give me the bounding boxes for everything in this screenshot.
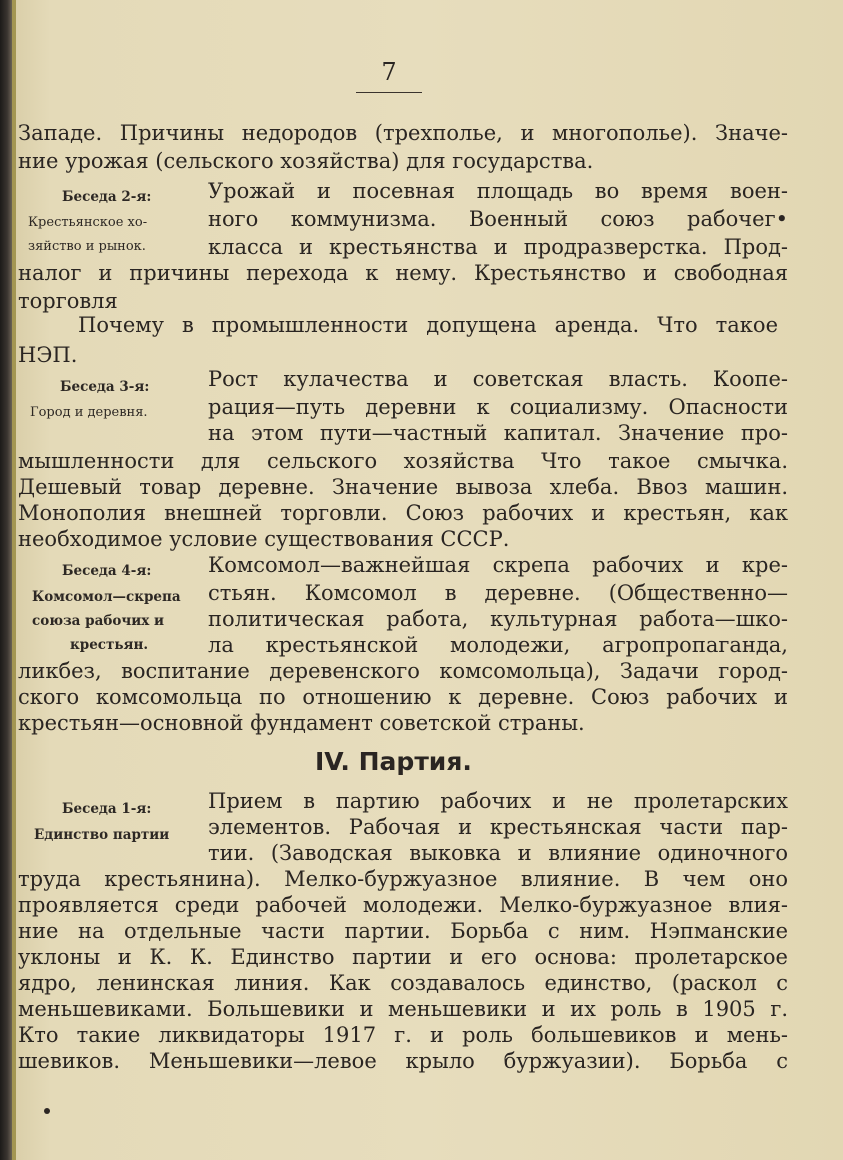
beseda-4-subtitle: Комсомол—скрепа (32, 589, 181, 605)
text-line: Прием в партию рабочих и не пролетарских (208, 789, 788, 813)
text-line: ние на отдельные части партии. Борьба с ним. Нэпманские (18, 919, 788, 943)
beseda-3-subtitle: Город и деревня. (30, 405, 148, 420)
page-number: 7 (381, 58, 397, 86)
text-line: Монополия внешней торговли. Союз рабочих и крестьян, как (18, 501, 788, 525)
text-line: ского комсомольца по отношению к деревне. Союз рабочих и (18, 685, 788, 709)
text-line: ядро, ленинская линия. Как создавалось единство, (раскол с (18, 971, 788, 995)
text-line: крестьян—основной фундамент советской страны. (18, 711, 585, 735)
text-line: труда крестьянина). Мелко-буржуазное влияние. В чем оно (18, 867, 788, 891)
text-line: ла крестьянской молодежи, агропропаганда, (208, 633, 788, 657)
ink-dot-mark (44, 1108, 50, 1114)
beseda-4-title: Беседа 4-я: (62, 563, 152, 579)
text-line: НЭП. (18, 343, 78, 367)
text-line: Западе. Причины недородов (трехполье, и многополье). Значе- (18, 121, 788, 145)
text-line: уклоны и К. К. Единство партии и его основа: пролетарское (18, 945, 788, 969)
text-line: элементов. Рабочая и крестьянская части пар- (208, 815, 788, 839)
text-line: мышленности для сельского хозяйства Что такое смычка. (18, 449, 788, 473)
text-line: налог и причины перехода к нему. Крестьянство и свободная (18, 261, 788, 285)
text-line: Почему в промышленности допущена аренда. Что такое (78, 313, 778, 337)
text-line: ние урожая (сельского хозяйства) для государства. (18, 149, 594, 173)
beseda-2-title: Беседа 2-я: (62, 189, 152, 205)
section-heading: IV. Партия. (315, 747, 472, 776)
page-number-rule (356, 92, 422, 93)
beseda-3-title: Беседа 3-я: (60, 379, 150, 395)
text-line: на этом пути—частный капитал. Значение про- (208, 421, 788, 445)
beseda-4-subtitle: союза рабочих и (32, 613, 164, 629)
text-line: Комсомол—важнейшая скрепа рабочих и кре- (208, 553, 788, 577)
text-line: тии. (Заводская выковка и влияние одиночного (208, 841, 788, 865)
text-line: необходимое условие существования СССР. (18, 527, 510, 551)
text-line: шевиков. Меньшевики—левое крыло буржуазии). Борьба с (18, 1049, 788, 1073)
binding-edge-strip (12, 0, 16, 1160)
text-line: проявляется среди рабочей молодежи. Мелко-буржуазное влия- (18, 893, 788, 917)
text-line: рация—путь деревни к социализму. Опасности (208, 395, 788, 419)
text-line: политическая работа, культурная работа—шко- (208, 607, 788, 631)
text-line: торговля (18, 289, 118, 313)
text-line: Рост кулачества и советская власть. Коопе- (208, 367, 788, 391)
text-line: Кто такие ликвидаторы 1917 г. и роль большевиков и мень- (18, 1023, 788, 1047)
beseda-2-subtitle: зяйство и рынок. (28, 239, 146, 254)
beseda-4-subtitle: крестьян. (70, 637, 149, 653)
text-line: ликбез, воспитание деревенского комсомольца), Задачи город- (18, 659, 788, 683)
text-line: Урожай и посевная площадь во время воен- (208, 179, 788, 203)
text-line: стьян. Комсомол в деревне. (Общественно— (208, 581, 788, 605)
text-line: класса и крестьянства и продразверстка. Прод- (208, 235, 788, 259)
text-line: Дешевый товар деревне. Значение вывоза хлеба. Ввоз машин. (18, 475, 788, 499)
beseda-1-title: Беседа 1-я: (62, 801, 152, 817)
text-line: меньшевиками. Большевики и меньшевики и их роль в 1905 г. (18, 997, 788, 1021)
beseda-1-subtitle: Единство партии (34, 827, 170, 843)
beseda-2-subtitle: Крестьянское хо- (28, 215, 148, 230)
text-line: ного коммунизма. Военный союз рабочег• (208, 207, 788, 231)
book-binding (0, 0, 12, 1160)
